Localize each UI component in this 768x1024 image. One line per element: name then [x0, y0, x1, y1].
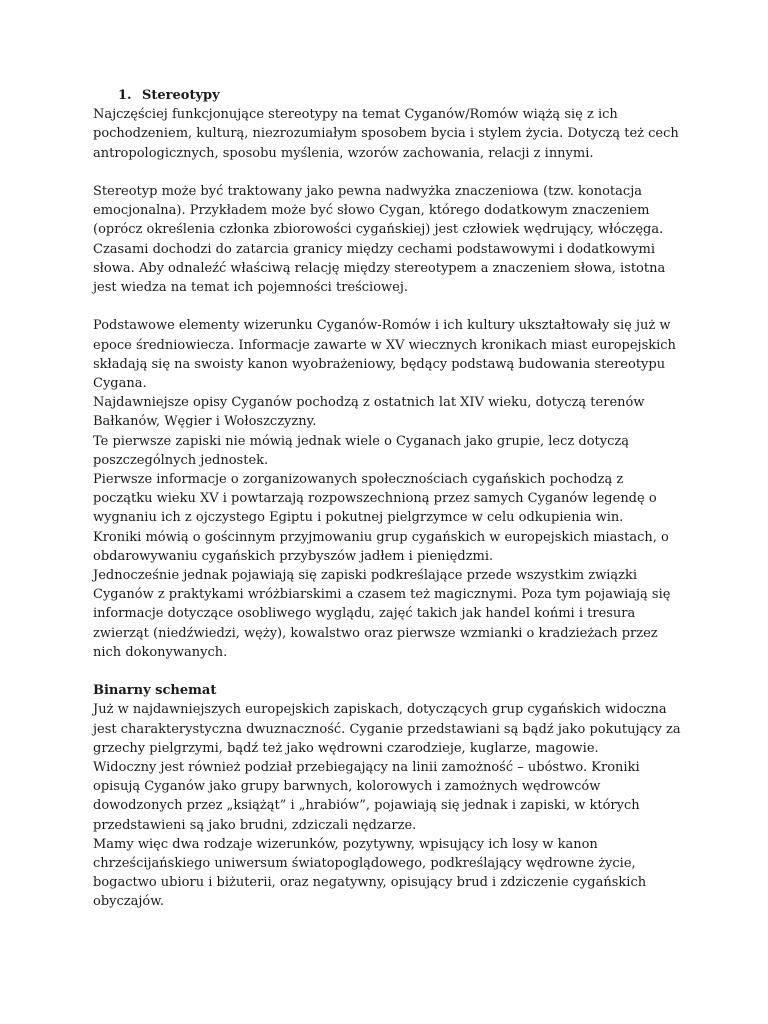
- paragraph: Najczęściej funkcjonujące stereotypy na temat Cyganów/Romów wiążą się z ich pochodzeniem, kulturą, niezrozumiałym sposobem bycia i stylem życia. Dotyczą też cech antropologicznych, sposobu myślenia, wzorów zachowania, relacji z innymi.: [93, 107, 679, 161]
- paragraph: Widoczny jest również podział przebiegający na linii zamożność – ubóstwo. Kroniki opisują Cyganów jako grupy barwnych, kolorowych i zamożnych wędrowców dowodzonych przez „książąt” i „hrabiów”, pojawiają się jednak i zapiski, w których przedstawieni są jako brudni, zdziczali nędzarze.: [93, 760, 640, 833]
- paragraph-spacer: [93, 297, 683, 316]
- paragraph: Te pierwsze zapiski nie mówią jednak wiele o Cyganach jako grupie, lecz dotyczą poszczególnych jednostek.: [93, 433, 629, 468]
- paragraph: Pierwsze informacje o zorganizowanych społecznościach cygańskich pochodzą z początku wieku XV i powtarzają rozpowszechnioną przez samych Cyganów legendę o wygnaniu ich z ojczystego Egiptu i pokutnej pielgrzymce w celu odkupienia win.: [93, 472, 657, 526]
- subsection-heading: Binarny schemat: [93, 683, 217, 699]
- document-body: [93, 86, 683, 912]
- paragraph: Mamy więc dwa rodzaje wizerunków, pozytywny, wpisujący ich losy w kanon chrześcijańskiego uniwersum światopoglądowego, podkreślający wędrowne życie, bogactwo ubioru i biżuterii, oraz negatywny, opisujący brud i zdziczenie cygańskich obyczajów.: [93, 836, 647, 910]
- paragraph: Jednocześnie jednak pojawiają się zapiski podkreślające przede wszystkim związki Cyganów z praktykami wróżbiarskimi a czasem też magicznymi. Poza tym pojawiają się informacje dotyczące osobliwego wyglądu, zajęć takich jak handel końmi i tresura zwierząt (niedźwiedzi, węży), kowalstwo oraz pierwsze wzmianki o kradzieżach przez nich dokonywanych.: [93, 568, 671, 660]
- paragraph: Stereotyp może być traktowany jako pewna nadwyżka znaczeniowa (tzw. konotacja emocjonalna). Przykładem może być słowo Cygan, którego dodatkowym znaczeniem (oprócz określenia członka zbiorowości cygańskiej) jest człowiek wędrujący, włóczęga. Czasami dochodzi do zatarcia granicy między cechami podstawowymi i dodatkowymi słowa. Aby odnaleźć właściwą relację między stereotypem a znaczeniem słowa, istotna jest wiedza na temat ich pojemności treściowej.: [93, 184, 666, 296]
- paragraph: Już w najdawniejszych europejskich zapiskach, dotyczących grup cygańskich widoczna jest charakterystyczna dwuznaczność. Cyganie przedstawiani są bądź jako pokutujący za grzechy pielgrzymi, bądź też jako wędrowni czarodzieje, kuglarze, magowie.: [93, 702, 681, 756]
- paragraph: Najdawniejsze opisy Cyganów pochodzą z ostatnich lat XIV wieku, dotyczą terenów Bałkanów, Węgier i Wołoszczyzny.: [93, 395, 645, 430]
- paragraph-spacer: [93, 163, 683, 182]
- paragraph-spacer: [93, 662, 683, 681]
- section-title: Stereotypy: [142, 88, 220, 103]
- paragraph: Podstawowe elementy wizerunku Cyganów-Romów i ich kultury ukształtowały się już w epoce średniowiecza. Informacje zawarte w XV wiecznych kronikach miast europejskich składają się na swoisty kanon wyobrażeniowy, będący podstawą budowania stereotypu Cygana.: [93, 318, 676, 392]
- paragraph: Kroniki mówią o gościnnym przyjmowaniu grup cygańskich w europejskich miastach, o obdarowywaniu cygańskich przybyszów jadłem i pieniędzmi.: [93, 529, 669, 564]
- section-heading: [93, 86, 683, 105]
- section-number: 1.: [118, 88, 132, 103]
